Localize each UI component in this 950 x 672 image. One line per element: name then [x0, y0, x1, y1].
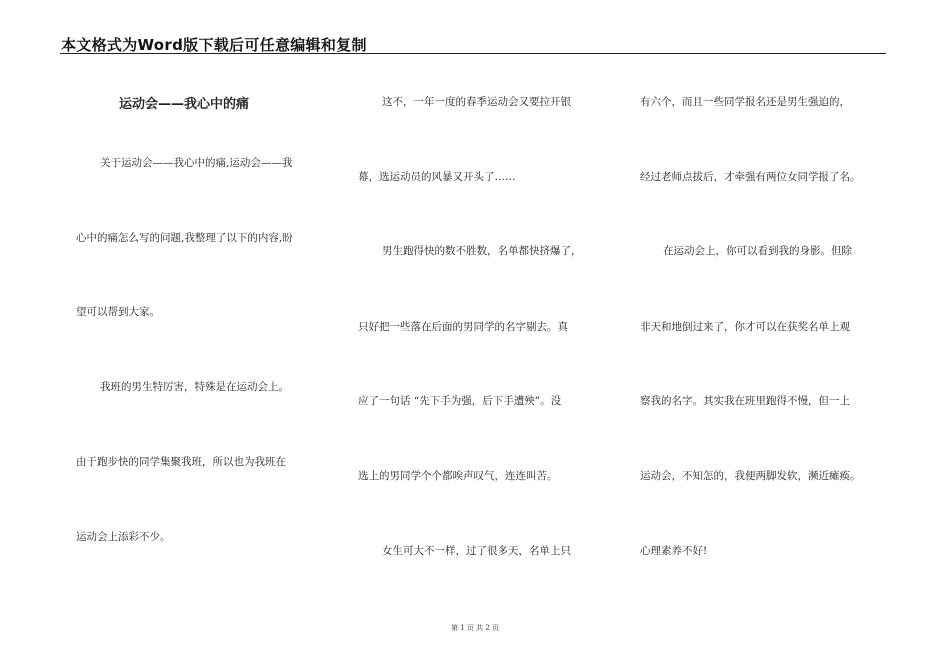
col3-line: 在运动会上，你可以看到我的身影。但除 — [663, 245, 852, 257]
page-number: 第 1 页 共 2 页 — [450, 624, 500, 632]
col1-line: 由于跑步快的同学集聚我班，所以也为我班在 — [76, 456, 286, 468]
col2-line: 只好把一些落在后面的男同学的名字剔去。真 — [358, 321, 568, 333]
col3-line: 察我的名字。其实我在班里跑得不慢，但一上 — [640, 395, 850, 407]
col1-line: 望可以帮到大家。 — [76, 306, 160, 318]
download-banner: 本文格式为Word版下载后可任意编辑和复制 — [61, 36, 367, 54]
col2-line: 应了一句话 “先下手为强，后下手遭殃”。没 — [358, 395, 562, 407]
col1-line: 心中的痛怎么写的问题,我整理了以下的内容,盼 — [76, 232, 293, 244]
document-title: 运动会——我心中的痛 — [119, 97, 250, 112]
col3-line: 有六个，而且一些同学报名还是男生强迫的， — [640, 96, 850, 108]
col2-line: 幕，选运动员的风暴又开头了…… — [358, 171, 516, 183]
col2-line: 男生跑得快的数不胜数，名单都快挤爆了， — [382, 245, 582, 257]
col3-line: 运动会，不知怎的，我便两脚发软，濒近瘫痪。 — [640, 470, 861, 482]
col1-line: 我班的男生特厉害，特殊是在运动会上。 — [100, 381, 289, 393]
col3-line: 心理素养不好! — [640, 545, 708, 557]
col3-line: 经过老师点拔后，才牵强有两位女同学报了名。 — [640, 171, 861, 183]
col2-line: 这不，一年一度的春季运动会又要拉开银 — [382, 96, 571, 108]
col2-line: 女生可大不一样，过了很多天，名单上只 — [382, 545, 571, 557]
col2-line: 选上的男同学个个都唉声叹气，连连叫苦。 — [358, 470, 558, 482]
col1-line: 运动会上添彩不少。 — [76, 531, 171, 543]
col3-line: 非天和地倒过来了，你才可以在获奖名单上观 — [640, 321, 850, 333]
col1-line: 关于运动会——我心中的痛,运动会——我 — [100, 157, 293, 169]
header-rule — [60, 53, 886, 54]
